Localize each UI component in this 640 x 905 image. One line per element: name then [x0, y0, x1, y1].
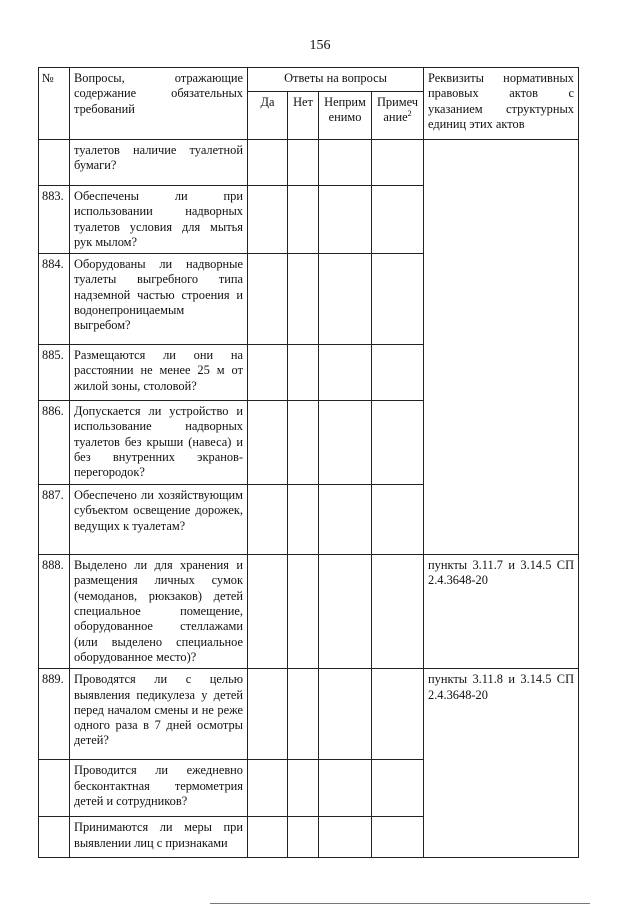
- header-answers: Ответы на вопросы: [248, 68, 424, 92]
- row-number: [39, 760, 70, 817]
- row-number: 888.: [39, 555, 70, 669]
- row-number: 889.: [39, 669, 70, 760]
- bottom-rule: [210, 903, 590, 904]
- row-question: Принимаются ли меры при выявлении лиц с признаками: [70, 817, 248, 858]
- row-number: [39, 817, 70, 858]
- header-reference: Реквизиты нормативных правовых актов с указанием структурных единиц этих актов: [424, 68, 579, 140]
- row-number: 885.: [39, 345, 70, 401]
- row-question: Проводится ли ежедневно бесконтактная термометрия детей и сотрудников?: [70, 760, 248, 817]
- table-row: [39, 140, 579, 186]
- page-number: 156: [309, 38, 331, 53]
- row-number: 884.: [39, 254, 70, 345]
- row-reference: пункты 3.11.8 и 3.14.5 СП 2.4.3648-20: [424, 669, 579, 858]
- row-question: Обеспечено ли хозяйствующим субъектом освещение дорожек, ведущих к туалетам?: [70, 485, 248, 555]
- row-question: Выделено ли для хранения и размещения личных сумок (чемоданов, рюкзаков) детей специальное помещение, оборудованное стеллажами (или выделено специальное оборудованное место)?: [70, 555, 248, 669]
- row-number: 887.: [39, 485, 70, 555]
- row-question: Допускается ли устройство и использование надворных туалетов без крыши (навеса) и без внутренних экранов-перегородок?: [70, 401, 248, 485]
- header-not-applicable: Неприм енимо: [319, 92, 372, 140]
- row-question: Оборудованы ли надворные туалеты выгребного типа надземной частью строения и водонепроницаемым выгребом?: [70, 254, 248, 345]
- row-question: Проводятся ли с целью выявления педикулеза у детей перед началом смены и не реже одного раза в 7 дней осмотры детей?: [70, 669, 248, 760]
- row-question: Размещаются ли они на расстоянии не менее 25 м от жилой зоны, столовой?: [70, 345, 248, 401]
- header-note: Примеч ание$^2$: [372, 92, 424, 140]
- row-reference: пункты 3.11.7 и 3.14.5 СП 2.4.3648-20: [424, 555, 579, 669]
- table-row: [39, 555, 579, 669]
- checklist-table: [38, 67, 579, 858]
- row-number: 886.: [39, 401, 70, 485]
- row-question: Обеспечены ли при использовании надворных туалетов условия для мытья рук мылом?: [70, 186, 248, 254]
- note-footnote-mark: 2: [407, 109, 412, 119]
- table-row: [39, 669, 579, 760]
- row-reference: [424, 140, 579, 555]
- row-question: туалетов наличие туалетной бумаги?: [70, 140, 248, 186]
- header-yes: Да: [248, 92, 288, 140]
- row-number: [39, 140, 70, 186]
- header-no: Нет: [288, 92, 319, 140]
- header-num: №: [39, 68, 70, 140]
- header-question: Вопросы, отражающие содержание обязательных требований: [70, 68, 248, 140]
- row-number: 883.: [39, 186, 70, 254]
